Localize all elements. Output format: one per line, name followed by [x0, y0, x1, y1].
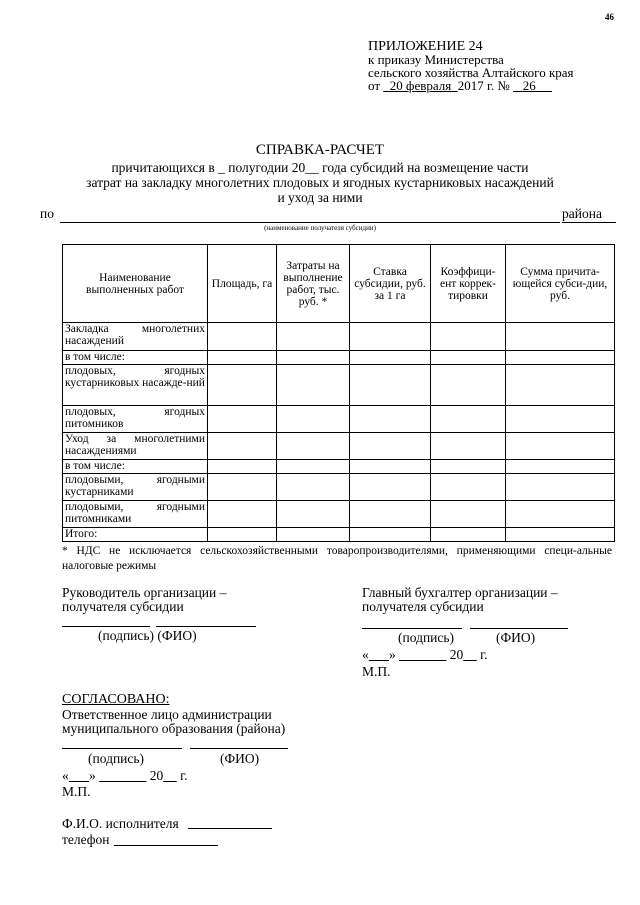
table-cell[interactable] [208, 460, 277, 474]
table-row [63, 406, 615, 433]
agreed-fio-caption: (ФИО) [220, 751, 260, 766]
table-cell[interactable] [350, 501, 431, 528]
agreed-fio-line[interactable] [190, 748, 288, 749]
table-cell[interactable] [208, 433, 277, 460]
appendix-number: 26 [522, 78, 536, 93]
accountant-sign-caption: (подпись) [398, 630, 455, 645]
table-cell[interactable] [277, 406, 350, 433]
appendix-date: 20 февраля [389, 78, 452, 93]
table-cell[interactable] [431, 474, 506, 501]
agreed-line1: Ответственное лицо администрации [62, 707, 272, 722]
appendix-block [368, 40, 574, 92]
table-cell[interactable] [208, 351, 277, 365]
table-cell[interactable] [506, 323, 615, 351]
row-label: плодовых, ягодных питомников [63, 406, 208, 433]
table-cell[interactable] [277, 501, 350, 528]
table-cell[interactable] [431, 323, 506, 351]
table-header-row [63, 245, 615, 323]
table-cell[interactable] [277, 323, 350, 351]
appendix-title: ПРИЛОЖЕНИЕ 24 [368, 39, 483, 54]
subtitle-line2: затрат на закладку многолетних плодовых и ягодных кустарниковых насаждений [86, 175, 554, 190]
table-cell[interactable] [431, 365, 506, 406]
header-cell: Затраты на выполнение работ, тыс. руб. * [277, 245, 350, 323]
table-cell[interactable] [277, 528, 350, 542]
agreed-title: СОГЛАСОВАНО: [62, 692, 170, 707]
table-cell[interactable] [506, 460, 615, 474]
manager-sign-line[interactable] [62, 626, 150, 627]
table-cell[interactable] [431, 460, 506, 474]
manager-signature-block [62, 586, 226, 614]
executor-phone-line[interactable] [114, 845, 218, 846]
accountant-date: « » 20 г. [362, 647, 488, 662]
table-cell[interactable] [208, 474, 277, 501]
table-cell[interactable] [431, 351, 506, 365]
table-cell[interactable] [506, 474, 615, 501]
table-cell[interactable] [506, 406, 615, 433]
table-cell[interactable] [208, 365, 277, 406]
header-cell: Площадь, га [208, 245, 277, 323]
header-cell: Наименование выполненных работ [63, 245, 208, 323]
doc-title: СПРАВКА-РАСЧЕТ [255, 142, 385, 158]
row-label: плодовых, ягодных кустарниковых насажде-ний [63, 365, 208, 406]
table-cell[interactable] [506, 351, 615, 365]
header-cell: Коэффици-ент коррек-тировки [431, 245, 506, 323]
table-row [63, 365, 615, 406]
manager-line2: получателя субсидии [62, 599, 184, 614]
subtitle-line1: причитающихся в _ полугодии 20__ года субсидий на возмещение части [111, 160, 529, 175]
accountant-line2: получателя субсидии [362, 599, 484, 614]
table-cell[interactable] [350, 528, 431, 542]
table-cell[interactable] [277, 474, 350, 501]
agreed-line2: муниципального образования (района) [62, 721, 286, 736]
row-label: в том числе: [63, 351, 208, 365]
appendix-line2: сельского хозяйства Алтайского края [368, 65, 574, 80]
table-cell[interactable] [208, 323, 277, 351]
table-cell[interactable] [277, 460, 350, 474]
recipient-hint: (наименование получателя субсидии) [264, 224, 376, 232]
appendix-date-line [368, 79, 574, 92]
table-row [63, 433, 615, 460]
header-cell: Ставка субсидии, руб. за 1 га [350, 245, 431, 323]
table-row [63, 351, 615, 365]
table-row [63, 501, 615, 528]
table-row-total [63, 528, 615, 542]
row-label: в том числе: [63, 460, 208, 474]
table-cell[interactable] [208, 528, 277, 542]
table-row [63, 474, 615, 501]
table-row [63, 460, 615, 474]
table-cell[interactable] [506, 433, 615, 460]
agreed-sign-caption: (подпись) [88, 751, 145, 766]
table-cell[interactable] [431, 501, 506, 528]
appendix-line1: к приказу Министерства [368, 52, 504, 67]
accountant-signature-block [362, 586, 558, 614]
table-cell[interactable] [277, 365, 350, 406]
po-label: по [40, 206, 54, 221]
from-label: от [368, 78, 381, 93]
executor-phone-label: телефон [62, 832, 110, 847]
accountant-sign-line[interactable] [362, 628, 462, 629]
table-cell[interactable] [350, 351, 431, 365]
table-cell[interactable] [506, 365, 615, 406]
table-cell[interactable] [208, 406, 277, 433]
agreed-sign-line[interactable] [62, 748, 182, 749]
table-cell[interactable] [431, 528, 506, 542]
manager-line1: Руководитель организации – [62, 585, 227, 600]
executor-fio-label: Ф.И.О. исполнителя [62, 816, 179, 831]
accountant-fio-caption: (ФИО) [496, 630, 536, 645]
accountant-stamp: М.П. [362, 664, 391, 679]
agreed-date: « » 20 г. [62, 768, 188, 783]
table-cell[interactable] [277, 351, 350, 365]
table-cell[interactable] [506, 501, 615, 528]
vat-footnote: * НДС не исключается сельскохозяйственными товаропроизводителями, применяющими специ-альные налоговые режимы [62, 545, 612, 572]
table-cell[interactable] [350, 323, 431, 351]
raion-underline [562, 222, 616, 223]
table-cell[interactable] [431, 433, 506, 460]
page-number: 46 [605, 12, 614, 22]
agreed-responsible [62, 708, 285, 736]
manager-caption: (подпись) (ФИО) [98, 628, 197, 643]
table-cell[interactable] [350, 365, 431, 406]
table-cell[interactable] [506, 528, 615, 542]
table-cell[interactable] [277, 433, 350, 460]
subtitle-line3: и уход за ними [277, 190, 363, 205]
accountant-line1: Главный бухгалтер организации – [362, 585, 558, 600]
table-cell[interactable] [350, 474, 431, 501]
table-row [63, 323, 615, 351]
accountant-fio-line[interactable] [470, 628, 568, 629]
agreed-stamp: М.П. [62, 784, 91, 799]
manager-fio-line[interactable] [156, 626, 256, 627]
calculation-table [62, 244, 615, 542]
year-label: 2017 г. № [457, 78, 510, 93]
doc-subtitle [20, 160, 620, 205]
table-cell[interactable] [350, 406, 431, 433]
recipient-line[interactable] [60, 222, 560, 223]
row-label: Закладка многолетних насаждений [63, 323, 208, 351]
table-cell[interactable] [350, 460, 431, 474]
row-label: плодовыми, ягодными питомниками [63, 501, 208, 528]
row-label: Итого: [63, 528, 208, 542]
table-cell[interactable] [208, 501, 277, 528]
row-label: Уход за многолетними насаждениями [63, 433, 208, 460]
row-label: плодовыми, ягодными кустарниками [63, 474, 208, 501]
header-cell: Сумма причита-ющейся субси-дии, руб. [506, 245, 615, 323]
executor-fio-line[interactable] [188, 828, 272, 829]
table-cell[interactable] [431, 406, 506, 433]
table-cell[interactable] [350, 433, 431, 460]
raion-label: района [562, 206, 602, 221]
